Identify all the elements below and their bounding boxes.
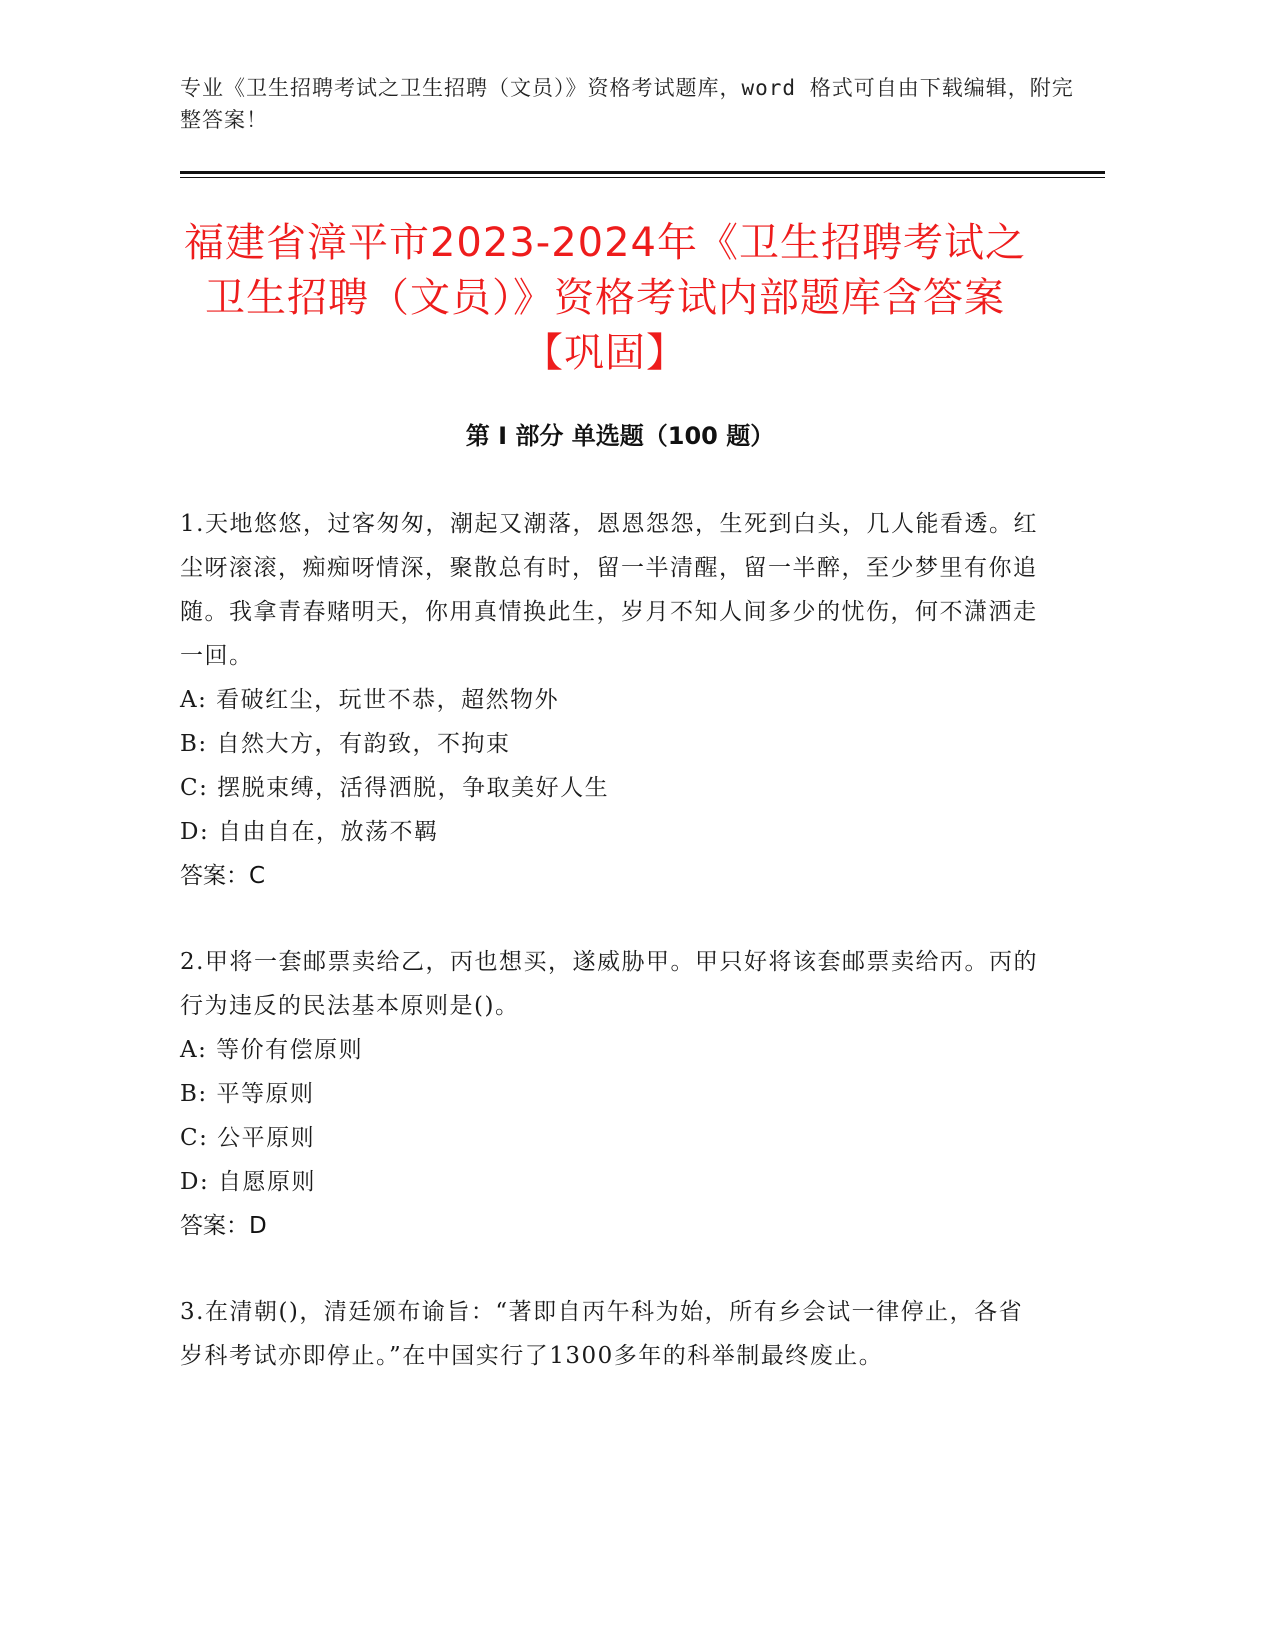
option-d: D: 自愿原则: [180, 1169, 317, 1195]
option-a: A: 等价有偿原则: [180, 1037, 364, 1063]
question-stem: 3.在清朝()，清廷颁布谕旨：“著即自丙午科为始，所有乡会试一律停止，各省岁科考试亦即停止。”在中国实行了1300多年的科举制最终废止。: [180, 1299, 1024, 1369]
document-title: 福建省漳平市2023-2024年《卫生招聘考试之卫生招聘（文员）》资格考试内部题库含答案【巩固】: [183, 220, 1027, 376]
question-stem: 1.天地悠悠，过客匆匆，潮起又潮落，恩恩怨怨，生死到白头，几人能看透。红尘呀滚滚，痴痴呀情深，聚散总有时，留一半清醒，留一半醉，至少梦里有你追随。我拿青春赌明天，你用真情换此生，岁月不知人间多少的忧伤，何不潇洒走一回。: [180, 511, 1038, 669]
section-title: 第 I 部分 单选题（100 题）: [465, 422, 775, 450]
header-rule-thin: [180, 177, 1105, 178]
question-2: [180, 940, 1040, 1248]
question-list: [180, 502, 1040, 1420]
option-a: A: 看破红尘，玩世不恭，超然物外: [180, 687, 560, 713]
option-d: D: 自由自在，放荡不羁: [180, 819, 439, 845]
option-b: B: 平等原则: [180, 1081, 315, 1107]
question-1: [180, 502, 1040, 898]
answer: 答案：C: [180, 863, 266, 889]
question-3: [180, 1290, 1040, 1378]
option-b: B: 自然大方，有韵致，不拘束: [180, 731, 511, 757]
question-stem: 2.甲将一套邮票卖给乙，丙也想买，遂威胁甲。甲只好将该套邮票卖给丙。丙的行为违反的民法基本原则是()。: [180, 949, 1038, 1019]
option-c: C: 公平原则: [180, 1125, 316, 1151]
answer: 答案：D: [180, 1213, 267, 1239]
option-c: C: 摆脱束缚，活得洒脱，争取美好人生: [180, 775, 610, 801]
header-rule-thick: [180, 171, 1105, 174]
header-note: 专业《卫生招聘考试之卫生招聘（文员）》资格考试题库，word 格式可自由下载编辑，附完整答案！: [180, 76, 1074, 132]
